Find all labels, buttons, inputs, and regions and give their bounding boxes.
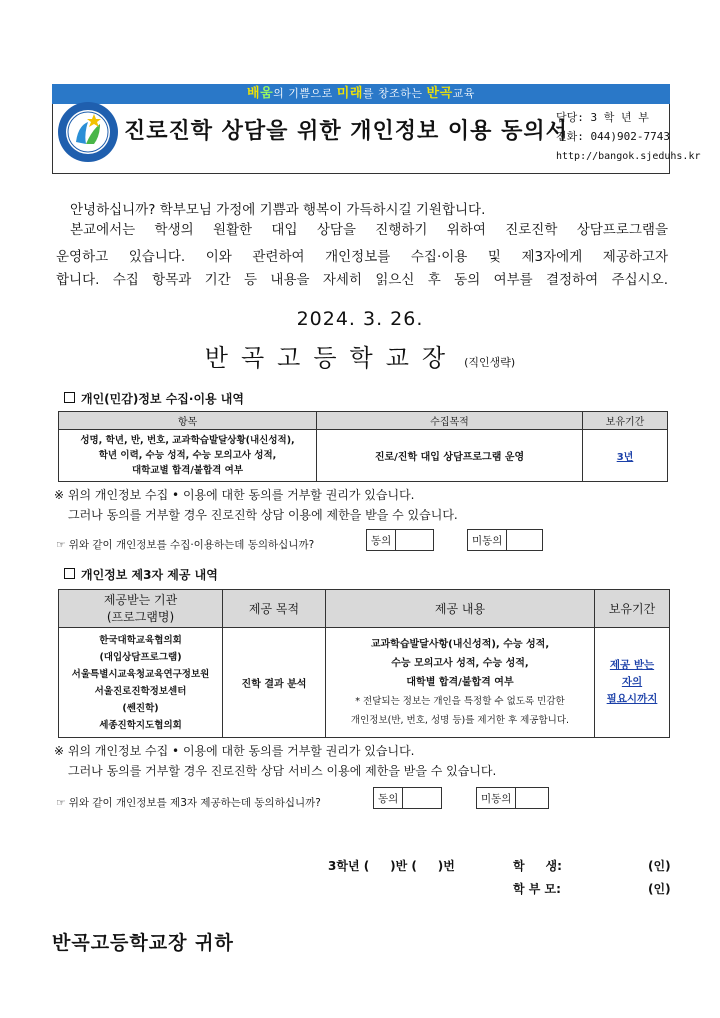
intro-line-3: 운영하고 있습니다. 이와 관련하여 개인정보를 수집·이용 및 제3자에게 제공하고자 [56, 249, 668, 265]
cell-period: 3년 [583, 430, 668, 482]
section2-question: ☞ 위와 같이 개인정보를 제3자 제공하는데 동의하십니까? [56, 797, 321, 809]
intro-line-1: 안녕하십니까? 학부모님 가정에 기쁨과 행복이 가득하시길 기원합니다. [70, 202, 486, 218]
col-header-retention: 보유기간 [595, 590, 670, 628]
col-header-content: 제공 내용 [326, 590, 595, 628]
checkbox-square-icon [64, 392, 75, 403]
section1-question: ☞ 위와 같이 개인정보를 수집·이용하는데 동의하십니까? [56, 539, 315, 551]
parent-label: 학 부 모: [513, 882, 561, 896]
cell-content: 교과학습발달사항(내신성적), 수능 성적, 수능 모의고사 성적, 수능 성적, 대학별 합격/불합격 여부 * 전달되는 정보는 개인을 특정할 수 없도록 민감한 개인정보(반, 번호, 성명 등)를 제거한 후 제공합니다. [326, 628, 595, 738]
section2-disagree-box[interactable]: 미동의 [476, 787, 549, 809]
cell-items: 성명, 학년, 반, 번호, 교과학습발달상황(내신성적), 학년 이력, 수능 성적, 수능 모의고사 성적, 대학교별 합격/불합격 여부 [59, 430, 317, 482]
col-header-period: 보유기간 [583, 412, 668, 430]
student-seal: (인) [648, 859, 671, 873]
class-number-line: 3학년 ( )반 ( )번 [328, 859, 455, 873]
document-title: 진로진학 상담을 위한 개인정보 이용 동의서 [124, 119, 568, 144]
third-party-table [58, 589, 670, 738]
principal-note: (직인생략) [464, 356, 516, 369]
cell-provide-purpose: 진학 결과 분석 [223, 628, 326, 738]
document-date: 2024. 3. 26. [296, 308, 424, 330]
school-url: http://bangok.sjeduhs.kr [556, 151, 701, 162]
school-logo-icon [56, 100, 120, 164]
cell-retention: 제공 받는 자의 필요시까지 [595, 628, 670, 738]
cell-purpose: 진로/진학 대입 상담프로그램 운영 [317, 430, 583, 482]
checkbox-square-icon [64, 568, 75, 579]
section1-title: 개인(민감)정보 수집·이용 내역 [64, 390, 244, 407]
col-header-provide-purpose: 제공 목적 [223, 590, 326, 628]
principal-name: 반곡고등학교장 (직인생략) [204, 344, 516, 372]
contact-info [556, 108, 670, 146]
closing-line: 반곡고등학교장 귀하 [52, 932, 234, 954]
intro-line-4: 합니다. 수집 항목과 기간 등 내용을 자세히 읽으신 후 동의 여부를 결정하여 주십시오. [56, 272, 668, 288]
section2-note-2: 그러나 동의를 거부할 경우 진로진학 상담 서비스 이용에 제한을 받을 수 있습니다. [68, 764, 497, 778]
student-label: 학 생: [513, 859, 562, 873]
section2-note-1: ※ 위의 개인정보 수집 • 이용에 대한 동의를 거부할 권리가 있습니다. [54, 744, 415, 758]
col-header-item: 항목 [59, 412, 317, 430]
collection-table [58, 411, 668, 482]
section1-agree-box[interactable]: 동의 [366, 529, 434, 551]
section1-disagree-box[interactable]: 미동의 [467, 529, 543, 551]
cell-recipients: 한국대학교육협의회 (대입상담프로그램) 서울특별시교육청교육연구정보원 서울진로진학정보센터 (쎈진학) 세종진학지도협의회 [59, 628, 223, 738]
section2-agree-box[interactable]: 동의 [373, 787, 442, 809]
col-header-recipient: 제공받는 기관 (프로그램명) [59, 590, 223, 628]
intro-line-2: 본교에서는 학생의 원활한 대입 상담을 진행하기 위하여 진로진학 상담프로그램을 [70, 222, 668, 238]
parent-seal: (인) [648, 882, 671, 896]
section1-note-2: 그러나 동의를 거부할 경우 진로진학 상담 이용에 제한을 받을 수 있습니다. [68, 508, 458, 522]
slogan: 배움의 기쁨으로 미래를 창조하는 반곡교육 [247, 86, 475, 101]
contact-phone: 전화: 044)902-7743 [556, 130, 670, 143]
section1-note-1: ※ 위의 개인정보 수집 • 이용에 대한 동의를 거부할 권리가 있습니다. [54, 488, 415, 502]
section2-title: 개인정보 제3자 제공 내역 [64, 566, 218, 583]
contact-person: 담당: 3 학 년 부 [556, 111, 649, 124]
col-header-purpose: 수집목적 [317, 412, 583, 430]
